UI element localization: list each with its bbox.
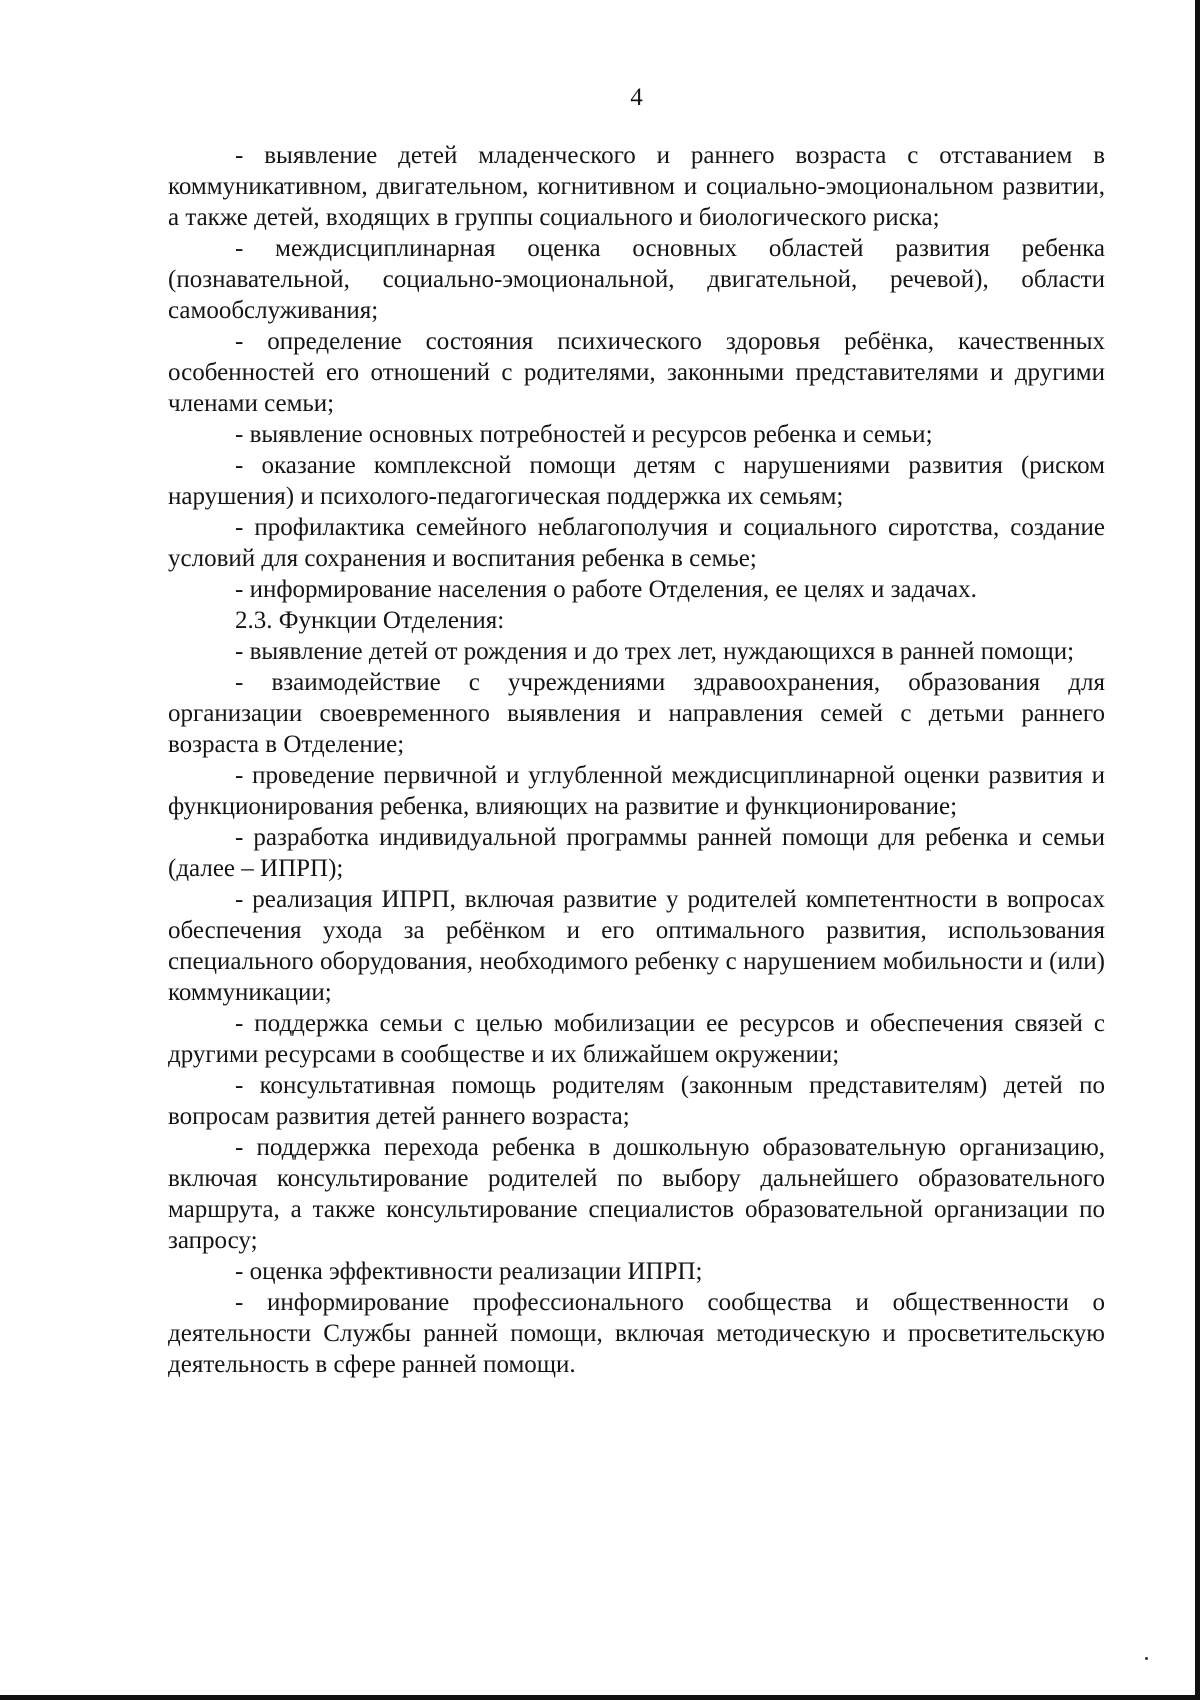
paragraph-informing-public: - информирование населения о работе Отделения, ее целях и задачах. bbox=[235, 576, 977, 603]
paragraph-prevention: - профилактика семейного неблагополучия и социального сиротства, создание условий для сохранения и воспитания ребенка в семье; bbox=[168, 514, 1105, 572]
paragraph-mental-health: - определение состояния психического здоровья ребёнка, качественных особенностей его отношений с родителями, законными представителями и другими членами семьи; bbox=[168, 328, 1105, 417]
paragraph-detect-birth-to-three: - выявление детей от рождения и до трех лет, нуждающихся в ранней помощи; bbox=[235, 638, 1075, 665]
page-number: 4 bbox=[630, 84, 643, 111]
paragraph-iprp-implementation: - реализация ИПРП, включая развитие у родителей компетентности в вопросах обеспечения ухода за ребёнком и его оптимального развития, использования специального оборудования, необходимого ребенку с нарушением мобильности и (или) коммуникации; bbox=[168, 886, 1105, 1006]
scan-speck bbox=[1145, 1657, 1148, 1660]
paragraph-efficiency-assessment: - оценка эффективности реализации ИПРП; bbox=[235, 1258, 703, 1285]
section-heading-functions: 2.3. Функции Отделения: bbox=[235, 607, 505, 634]
paragraph-primary-assessment: - проведение первичной и углубленной междисциплинарной оценки развития и функционирования ребенка, влияющих на развитие и функционирование; bbox=[168, 762, 1105, 820]
paragraph-complex-help: - оказание комплексной помощи детям с нарушениями развития (риском нарушения) и психолого-педагогическая поддержка их семьям; bbox=[168, 452, 1105, 510]
paragraph-professional-informing: - информирование профессионального сообщества и общественности о деятельности Службы ранней помощи, включая методическую и просветительскую деятельность в сфере ранней помощи. bbox=[168, 1289, 1105, 1378]
paragraph-detect-children: - выявление детей младенческого и раннего возраста с отставанием в коммуникативном, двигательном, когнитивном и социально-эмоциональном развитии, а также детей, входящих в группы социального и биологического риска; bbox=[168, 142, 1105, 231]
paragraph-interdisciplinary-assessment: - междисциплинарная оценка основных областей развития ребенка (познавательной, социально-эмоциональной, двигательной, речевой), области самообслуживания; bbox=[168, 235, 1105, 324]
paragraph-consultation: - консультативная помощь родителям (законным представителям) детей по вопросам развития детей раннего возраста; bbox=[168, 1072, 1105, 1130]
document-page bbox=[168, 82, 1105, 1380]
paragraph-interaction-institutions: - взаимодействие с учреждениями здравоохранения, образования для организации своевременного выявления и направления семей с детьми раннего возраста в Отделение; bbox=[168, 669, 1105, 758]
paragraph-family-support: - поддержка семьи с целью мобилизации ее ресурсов и обеспечения связей с другими ресурсами в сообществе и их ближайшем окружении; bbox=[168, 1010, 1105, 1068]
paragraph-needs-resources: - выявление основных потребностей и ресурсов ребенка и семьи; bbox=[235, 421, 933, 448]
paragraph-transition-support: - поддержка перехода ребенка в дошкольную образовательную организацию, включая консультирование родителей по выбору дальнейшего образовательного маршрута, а также консультирование специалистов образовательной организации по запросу; bbox=[168, 1134, 1105, 1254]
paragraph-iprp-development: - разработка индивидуальной программы ранней помощи для ребенка и семьи (далее – ИПРП); bbox=[168, 824, 1105, 882]
